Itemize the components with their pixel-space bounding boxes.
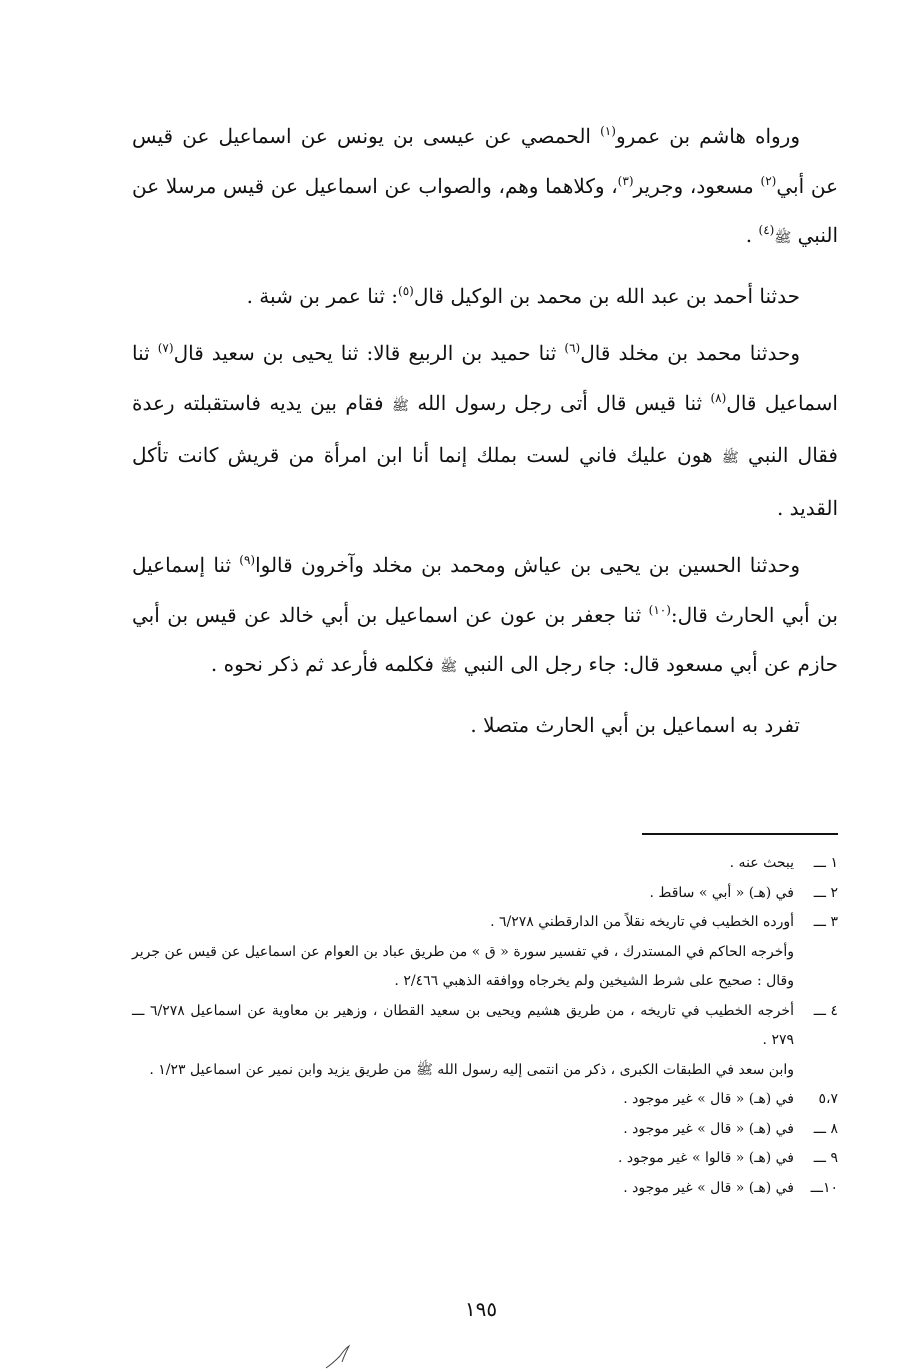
paragraph (132, 329, 838, 533)
text-run: ورواه هاشم بن عمرو (615, 124, 800, 148)
footnote-number: ٢ ـــ (813, 884, 838, 901)
paragraph (132, 112, 838, 264)
footnote-ref: (١) (600, 124, 616, 138)
text-run: فقام بين يديه فاستقبلته رعدة فقال النبي (132, 390, 838, 467)
pen-mark-icon (322, 1344, 356, 1370)
footnote (132, 1174, 838, 1204)
footnote-ref: (٦) (564, 341, 581, 355)
text-run: حدثنا أحمد بن عبد الله بن محمد بن الوكيل قال (413, 283, 800, 308)
paragraph (132, 272, 838, 322)
salutation-glyph: ﷺ (774, 230, 792, 246)
main-text (132, 112, 838, 758)
footnote (132, 997, 838, 1056)
footnote-ref: (٨) (710, 390, 727, 405)
salutation-glyph: ﷺ (721, 450, 739, 466)
text-run: ثنا اسماعيل قال (132, 341, 838, 415)
text-run: . (745, 223, 759, 247)
footnote (132, 908, 838, 938)
footnote-number: ٩ ـــ (813, 1150, 838, 1166)
salutation-glyph: ﷺ (440, 659, 458, 675)
footnote-ref: (٩) (239, 553, 256, 567)
footnote-text: في (هـ) « قال » غير موجود . (623, 1179, 794, 1196)
footnote-ref: (٧) (157, 341, 174, 355)
footnote (132, 879, 838, 909)
text-run: ثنا قيس قال أتى رجل رسول الله (408, 390, 711, 415)
text-run: الحمصي عن عيسى بن يونس عن اسماعيل عن قيس عن أبي (132, 124, 838, 198)
footnote-text: في (هـ) « قال » غير موجود . (623, 1091, 794, 1107)
footnote-text: أورده الخطيب في تاريخه نقلاً من الدارقطني ٦/٢٧٨ . (490, 914, 794, 930)
footnote-text: في (هـ) « قالوا » غير موجود . (618, 1150, 794, 1166)
footnote-continuation: وابن سعد في الطبقات الكبرى ، ذكر من انتمى إليه رسول الله ﷺ من طريق يزيد وابن نمير عن اسماعيل ١/٢٣ . (149, 1061, 794, 1078)
footnote-separator (642, 833, 838, 835)
footnote-number: ٨ ـــ (813, 1120, 838, 1137)
footnote-text: في (هـ) « أبي » ساقط . (649, 884, 794, 901)
text-run: فكلمه فأرعد ثم ذكر نحوه . (210, 652, 441, 676)
footnote-text: يبحث عنه . (729, 855, 794, 871)
text-run: : ثنا عمر بن شبة . (246, 283, 399, 308)
text-run: ثنا حميد بن الربيع قالا: ثنا يحيى بن سعيد قال (173, 341, 565, 365)
footnote (132, 1085, 838, 1115)
footnote (132, 1144, 838, 1174)
footnotes (132, 849, 838, 1203)
footnote-text: في (هـ) « قال » غير موجود . (623, 1120, 794, 1137)
footnote-ref: (٤) (758, 223, 775, 237)
text-run: ثنا جعفر بن عون عن اسماعيل بن أبي خالد عن قيس بن أبي حازم عن أبي مسعود قال: جاء رجل الى النبي (132, 602, 838, 676)
footnote-number: ٣ ـــ (813, 914, 838, 930)
text-run: وحدثنا محمد بن مخلد قال (580, 341, 800, 365)
text-run: هون عليك فاني لست بملك إنما أنا ابن امرأة من قريش كانت تأكل القديد . (132, 443, 838, 520)
text-run: ثنا إسماعيل بن أبي الحارث قال: (132, 553, 838, 627)
paragraph (132, 541, 838, 693)
footnote-ref: (١٠) (648, 602, 671, 617)
text-run: تفرد به اسماعيل بن أبي الحارث متصلا . (470, 712, 800, 737)
footnote-number: ١٠ـــ (810, 1179, 838, 1196)
page-number: ١٩٥ (464, 1297, 498, 1321)
footnote (132, 849, 838, 879)
salutation-glyph: ﷺ (391, 397, 409, 414)
text-run: مسعود، وجرير (633, 173, 761, 198)
footnote-ref: (٣) (617, 173, 634, 188)
footnote-text: أخرجه الخطيب في تاريخه ، من طريق هشيم ويحيى بن سعيد القطان ، وزهير بن معاوية عن اسماعيل ٦/٢٧٨ ـــ ٢٧٩ . (132, 1002, 794, 1048)
footnote-number: ٤ ـــ (813, 1002, 838, 1019)
footnote-ref: (٢) (760, 173, 777, 188)
footnote-ref: (٥) (398, 283, 414, 298)
paragraph (132, 701, 838, 751)
footnote-continuation: وأخرجه الحاكم في المستدرك ، في تفسير سورة « ق » من طريق عباد بن العوام عن اسماعيل عن قيس عن جرير وقال : صحيح على شرط الشيخين ولم يخرجاه ووافقه الذهبي ٢/٤٦٦ . (132, 943, 794, 989)
footnote-number: ١ ـــ (813, 855, 838, 871)
text-run: وحدثنا الحسين بن يحيى بن عياش ومحمد بن مخلد وآخرون قالوا (255, 553, 800, 577)
text-run: ، وكلاهما وهم، والصواب عن اسماعيل عن قيس مرسلا عن النبي (132, 173, 838, 247)
footnote (132, 1115, 838, 1145)
footnote-number: ٥،٧ (818, 1091, 838, 1107)
